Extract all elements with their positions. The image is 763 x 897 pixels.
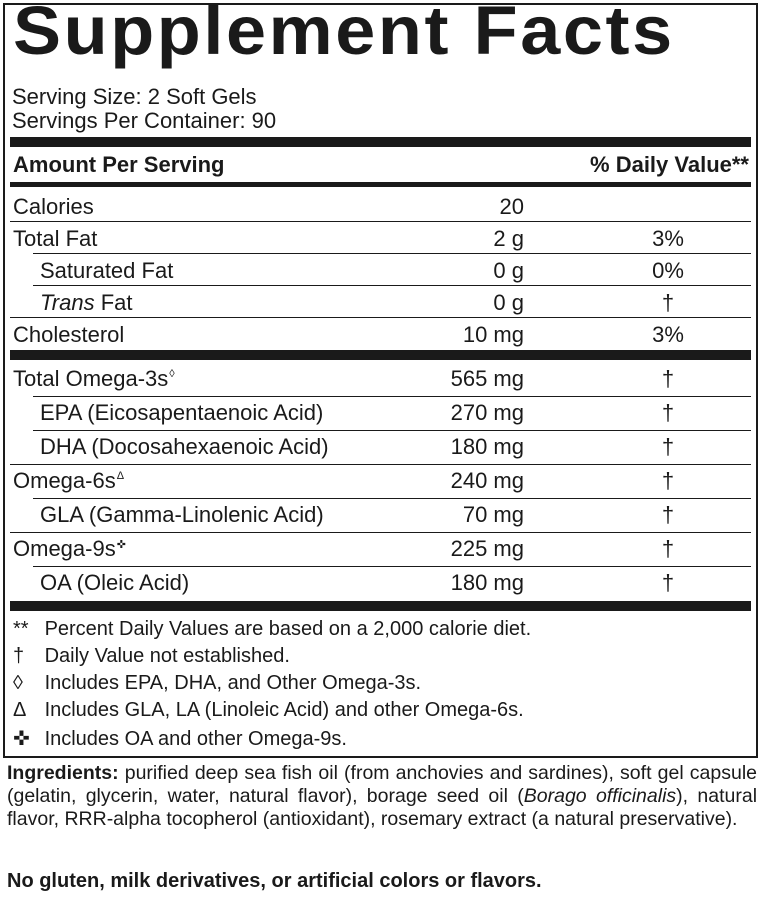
nutrient-amount: 180 mg [450,570,524,595]
omega-9-symbol: ✜ [116,539,126,551]
medium-divider [10,182,751,187]
nutrient-amount: 2 g [493,226,524,251]
nutrient-dv: 0% [652,258,684,283]
omega-3-symbol: ◊ [169,368,175,380]
footnote-symbol: ◊ [13,672,23,694]
nutrient-label-rest: Fat [100,290,133,315]
nutrient-label: OA (Oleic Acid) [40,570,190,595]
nutrient-dv: 3% [652,322,684,347]
nutrient-label: EPA (Eicosapentaenoic Acid) [40,400,324,425]
nutrient-amount: 70 mg [462,502,524,527]
nutrient-dv: † [661,502,675,527]
nutrient-dv: † [661,434,675,459]
row-divider [10,532,751,533]
row-divider [10,221,751,222]
row-divider [33,430,751,431]
footnote-symbol: ** [13,618,29,640]
row-divider [33,396,751,397]
row-divider [10,464,751,465]
nutrient-label [13,468,124,494]
ingredients-botanical-name: Borago officinalis [523,785,677,807]
nutrient-dv: 3% [652,226,684,251]
thick-divider [10,350,751,360]
footnote-daily-values [13,618,531,641]
nutrient-amount: 180 mg [450,434,524,459]
nutrient-label-italic: Trans [40,290,95,315]
nutrient-label-text: Omega-6s [13,468,116,493]
nutrient-dv: † [661,536,675,561]
servings-per-container: Servings Per Container: 90 [12,108,277,133]
nutrient-amount: 0 g [493,258,524,283]
footnote-dagger [13,645,290,668]
nutrient-amount: 225 mg [450,536,524,561]
nutrient-label [40,290,133,316]
footnote-text: Percent Daily Values are based on a 2,000 calorie diet. [44,618,532,640]
footnote-text: Includes GLA, LA (Linoleic Acid) and other Omega-6s. [44,699,524,721]
nutrient-dv: † [661,400,675,425]
footnote-text: Includes EPA, DHA, and Other Omega-3s. [44,672,422,694]
row-divider [33,253,751,254]
nutrient-label: Total Fat [13,226,98,251]
footnote-symbol: Δ [13,699,27,721]
nutrient-label: Saturated Fat [40,258,174,283]
footnote-symbol: † [13,645,25,667]
nutrient-dv: † [661,366,675,391]
thick-divider [10,601,751,611]
serving-size: Serving Size: 2 Soft Gels [12,84,257,109]
nutrient-label-text: Omega-9s [13,536,116,561]
nutrient-label [13,536,126,562]
nutrient-label: Cholesterol [13,322,125,347]
footnote-symbol: ✜ [13,728,30,750]
ingredients-statement [7,762,757,831]
omega-6-symbol: Δ [116,470,125,482]
nutrient-dv: † [661,468,675,493]
allergen-claim: No gluten, milk derivatives, or artificial colors or flavors. [7,870,542,892]
footnote-omega-3 [13,672,421,695]
thick-divider [10,137,751,147]
row-divider [33,285,751,286]
footnote-text: Daily Value not established. [44,645,290,667]
footnote-omega-6 [13,699,524,722]
row-divider [33,498,751,499]
daily-value-label: % Daily Value** [590,152,749,177]
nutrient-label: GLA (Gamma-Linolenic Acid) [40,502,324,527]
nutrient-amount: 565 mg [450,366,524,391]
nutrient-amount: 10 mg [462,322,524,347]
nutrient-amount: 240 mg [450,468,524,493]
nutrient-label: Calories [13,194,94,219]
nutrient-amount: 0 g [493,290,524,315]
nutrient-label [13,366,175,392]
footnote-omega-9 [13,726,347,751]
ingredients-text-1: purified deep sea fish oil (from anchovies and sardines), soft gel capsule (gelatin, glycerin, water, natural flavor), borage seed oil ( [7,762,757,807]
nutrient-amount: 270 mg [450,400,524,425]
ingredients-label: Ingredients: [7,762,119,784]
nutrient-label: DHA (Docosahexaenoic Acid) [40,434,329,459]
nutrient-dv: † [661,290,675,315]
row-divider [10,317,751,318]
footnote-text: Includes OA and other Omega-9s. [44,728,347,750]
nutrient-dv: † [661,570,675,595]
panel-title: Supplement Facts [13,0,675,70]
nutrient-label-text: Total Omega-3s [13,366,169,391]
amount-per-serving-label: Amount Per Serving [13,152,225,177]
supplement-facts-panel [3,0,758,758]
nutrient-amount: 20 [499,194,524,219]
row-divider [33,566,751,567]
ingredients-text-2: ), natural flavor, RRR-alpha tocopherol (antioxidant), rosemary extract (a natural preservative). [7,785,758,830]
